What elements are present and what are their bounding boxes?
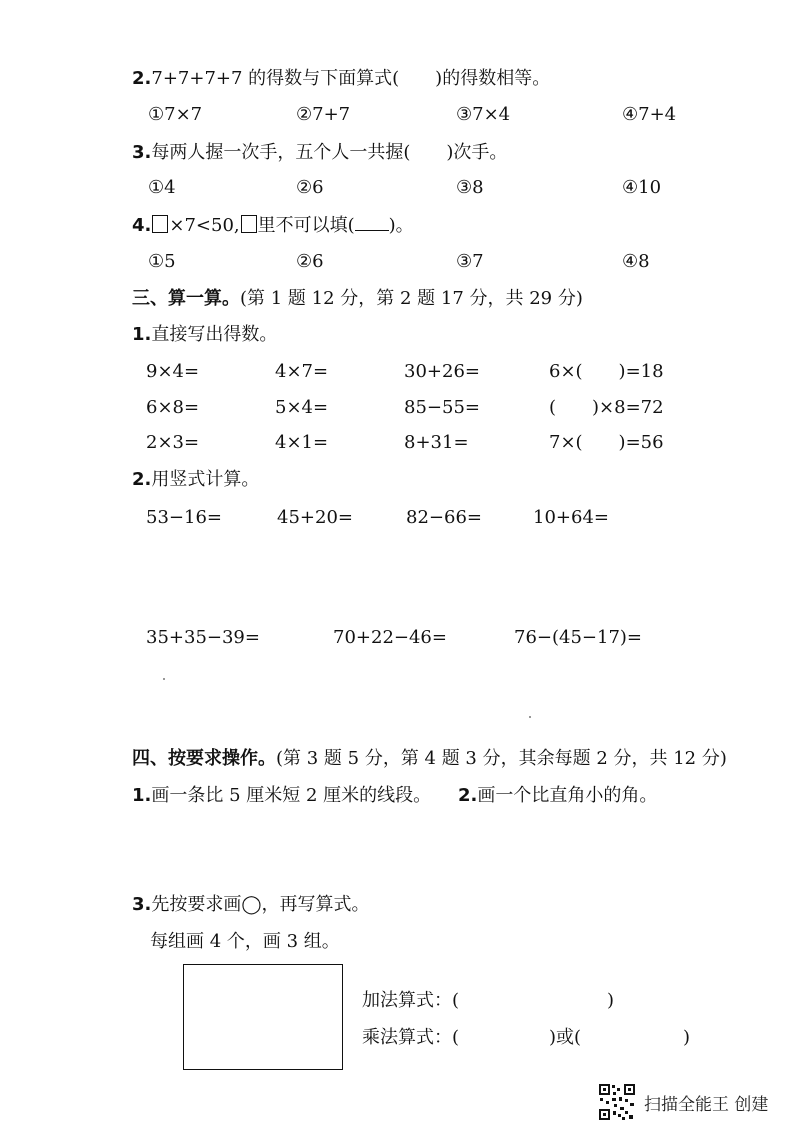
calc-item: 4×1=	[275, 432, 329, 453]
question-number: 4.	[132, 215, 152, 236]
calc-item: 85−55=	[404, 397, 480, 418]
question-text-c: )。	[388, 215, 414, 236]
question-3	[132, 142, 507, 164]
scan-speck	[163, 678, 165, 680]
addition-label: 加法算式：(	[362, 990, 460, 1011]
question-number: 3.	[132, 142, 152, 163]
calc-item: 4×7=	[275, 361, 329, 382]
drawing-box[interactable]	[183, 964, 343, 1070]
q3-option-1: ①4	[148, 177, 176, 198]
q4-option-4: ④8	[622, 251, 650, 272]
q4-option-3: ③7	[456, 251, 484, 272]
q3-option-2: ②6	[296, 177, 324, 198]
question-number: 1.	[132, 324, 152, 345]
addition-close: )	[607, 990, 615, 1011]
calc-item: 8+31=	[404, 432, 469, 453]
s4-part1	[132, 785, 431, 807]
section-3-heading	[132, 288, 583, 310]
s4-part3-instruction: 每组画 4 个，画 3 组。	[150, 931, 340, 952]
vertical-calc-item: 76−(45−17)=	[514, 627, 643, 648]
multiplication-or: )或(	[549, 1027, 582, 1048]
calc-item: 2×3=	[146, 432, 200, 453]
question-text: 画一个比直角小的角。	[477, 785, 658, 806]
question-4	[132, 215, 414, 237]
calc-item: 6×8=	[146, 397, 200, 418]
calc-item: 30+26=	[404, 361, 480, 382]
q4-option-2: ②6	[296, 251, 324, 272]
q3-option-3: ③8	[456, 177, 484, 198]
question-text-a: ×7<50,	[169, 215, 240, 236]
qr-code-icon	[598, 1083, 636, 1121]
scanner-watermark	[598, 1083, 768, 1121]
q2-option-2: ②7+7	[296, 104, 351, 125]
square-box-icon	[152, 215, 168, 233]
s4-part3	[132, 894, 370, 916]
vertical-calc-item: 35+35−39=	[146, 627, 260, 648]
calc-item: 9×4=	[146, 361, 200, 382]
answer-blank[interactable]	[355, 216, 389, 231]
question-text: 画一条比 5 厘米短 2 厘米的线段。	[151, 785, 432, 806]
section-title: 四、按要求操作。	[132, 748, 276, 769]
q2-option-4: ④7+4	[622, 104, 677, 125]
question-text: 7+7+7+7 的得数与下面算式( )的得数相等。	[151, 68, 551, 89]
vertical-calc-item: 53−16=	[146, 507, 222, 528]
q3-option-4: ④10	[622, 177, 662, 198]
square-box-icon	[241, 215, 257, 233]
question-number: 3.	[132, 894, 152, 915]
question-number: 2.	[458, 785, 478, 806]
q2-option-3: ③7×4	[456, 104, 511, 125]
s3-part1-heading	[132, 324, 277, 346]
watermark-text: 扫描全能王 创建	[644, 1094, 769, 1115]
section-score: (第 1 题 12 分，第 2 题 17 分，共 29 分)	[240, 288, 583, 309]
question-text: 直接写出得数。	[151, 324, 278, 345]
calc-item: 6×( )=18	[549, 361, 664, 382]
calc-item: 5×4=	[275, 397, 329, 418]
multiplication-close: )	[683, 1027, 691, 1048]
question-2	[132, 68, 550, 90]
multiplication-label: 乘法算式：(	[362, 1027, 460, 1048]
q2-option-1: ①7×7	[148, 104, 203, 125]
s4-part2	[458, 785, 657, 807]
scan-speck	[529, 716, 531, 718]
vertical-calc-item: 10+64=	[533, 507, 609, 528]
question-text: 每两人握一次手，五个人一共握( )次手。	[151, 142, 508, 163]
question-number: 2.	[132, 68, 152, 89]
vertical-calc-item: 82−66=	[406, 507, 482, 528]
vertical-calc-item: 45+20=	[277, 507, 353, 528]
q4-option-1: ①5	[148, 251, 176, 272]
question-text: 先按要求画◯，再写算式。	[151, 894, 370, 915]
question-number: 2.	[132, 469, 152, 490]
question-text: 用竖式计算。	[151, 469, 260, 490]
section-score: (第 3 题 5 分，第 4 题 3 分，其余每题 2 分，共 12 分)	[276, 748, 727, 769]
question-text-b: 里不可以填(	[257, 215, 355, 236]
section-4-heading	[132, 748, 727, 770]
calc-item: 7×( )=56	[549, 432, 664, 453]
s3-part2-heading	[132, 469, 259, 491]
vertical-calc-item: 70+22−46=	[333, 627, 447, 648]
question-number: 1.	[132, 785, 152, 806]
calc-item: ( )×8=72	[549, 397, 664, 418]
section-title: 三、算一算。	[132, 288, 240, 309]
